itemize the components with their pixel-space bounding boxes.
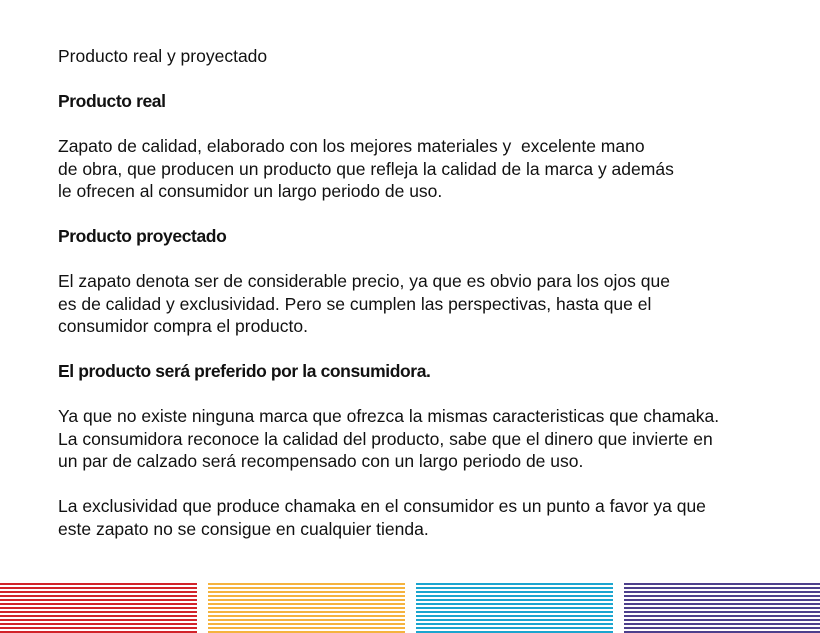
spacer <box>58 473 798 496</box>
paragraph-line: La consumidora reconoce la calidad del producto, sabe que el dinero que invierte en <box>58 428 713 449</box>
paragraph-line: le ofrecen al consumidor un largo periodo de uso. <box>58 181 443 201</box>
page-title: Producto real y proyectado <box>58 46 268 66</box>
footer-stripe-purple <box>624 583 820 633</box>
paragraph-line: de obra, que producen un producto que refleja la calidad de la marca y además <box>58 158 674 179</box>
spacer <box>58 248 798 271</box>
paragraph-line: Zapato de calidad, elaborado con los mejores materiales y excelente mano <box>58 136 645 156</box>
footer-stripe-yellow <box>208 583 405 633</box>
section-heading-producto-real: Producto real <box>58 91 166 111</box>
spacer <box>58 383 798 406</box>
paragraph-line: un par de calzado será recompensado con un largo periodo de uso. <box>58 451 584 471</box>
footer-stripe-red <box>0 583 197 633</box>
spacer <box>58 68 798 91</box>
footer-stripe-cyan <box>416 583 613 633</box>
paragraph-line: El zapato denota ser de considerable precio, ya que es obvio para los ojos que <box>58 271 670 291</box>
paragraph-line: este zapato no se consigue en cualquier tienda. <box>58 518 429 539</box>
paragraph-line: La exclusividad que produce chamaka en el consumidor es un punto a favor ya que <box>58 496 706 516</box>
paragraph-line: consumidor compra el producto. <box>58 316 308 336</box>
spacer <box>58 203 798 226</box>
paragraph-line: Ya que no existe ninguna marca que ofrezca la mismas caracteristicas que chamaka. <box>58 406 720 426</box>
spacer <box>58 113 798 136</box>
paragraph-line: es de calidad y exclusividad. Pero se cumplen las perspectivas, hasta que el <box>58 293 652 314</box>
section-heading-producto-proyectado: Producto proyectado <box>58 226 227 246</box>
section-heading-preferido: El producto será preferido por la consumidora. <box>58 361 431 381</box>
document-body <box>58 45 798 540</box>
spacer <box>58 338 798 361</box>
